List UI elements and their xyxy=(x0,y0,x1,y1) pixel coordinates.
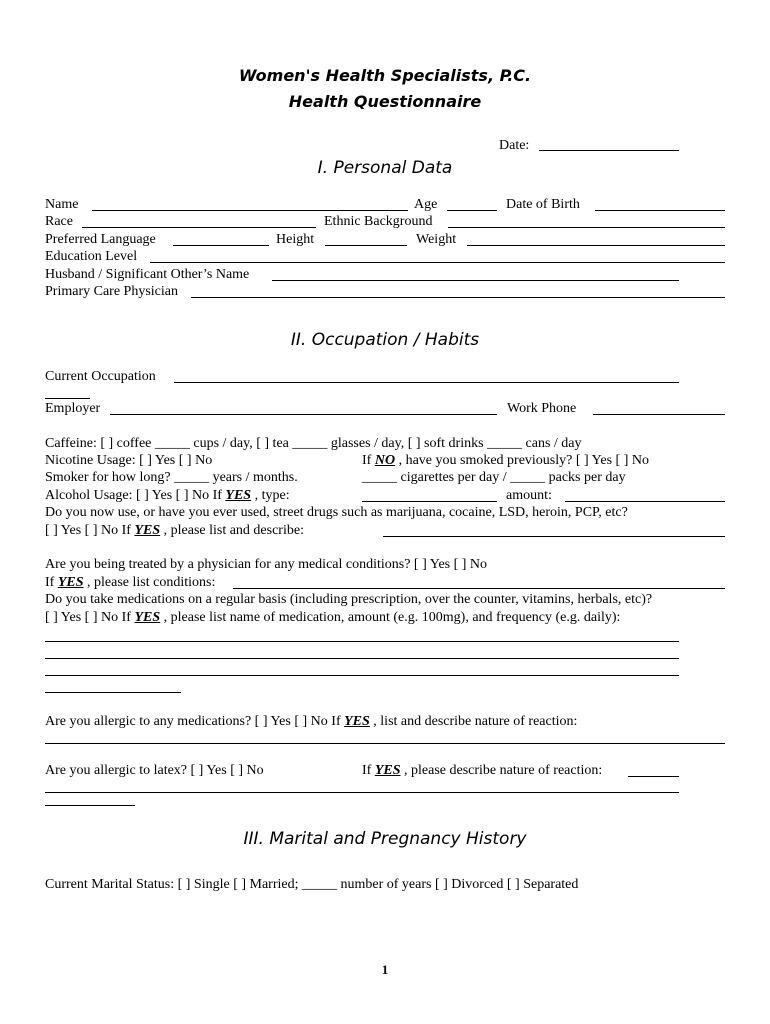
language-field[interactable] xyxy=(173,245,269,246)
form-title: Health Questionnaire xyxy=(288,92,482,111)
yes-emphasis: YES xyxy=(225,488,252,503)
latex-describe-label: , please describe nature of reaction: xyxy=(400,763,603,778)
no-emphasis: NO xyxy=(374,453,396,468)
conditions-label xyxy=(45,575,215,591)
practice-name: Women's Health Specialists, P.C. xyxy=(238,66,532,85)
date-field[interactable] xyxy=(539,150,679,151)
caffeine-line[interactable]: Caffeine: [ ] coffee _____ cups / day, [ ] tea _____ glasses / day, [ ] soft drinks _____ cans / day xyxy=(45,436,582,451)
street-drugs-question: Do you now use, or have you ever used, street drugs such as marijuana, cocaine, LSD, heroin, PCP, etc? xyxy=(45,505,628,520)
language-label: Preferred Language xyxy=(45,232,156,247)
section-marital-pregnancy: III. Marital and Pregnancy History xyxy=(243,829,527,849)
work-phone-label: Work Phone xyxy=(507,401,577,416)
allergy-options: Are you allergic to any medications? [ ] Yes [ ] No If xyxy=(45,714,345,729)
weight-label: Weight xyxy=(416,232,457,247)
yes-emphasis: YES xyxy=(57,575,84,590)
husband-field[interactable] xyxy=(272,280,679,281)
work-phone-field[interactable] xyxy=(593,414,725,415)
smoker-duration[interactable]: Smoker for how long? _____ years / months. xyxy=(45,470,298,485)
latex-allergy-question[interactable]: Are you allergic to latex? [ ] Yes [ ] No xyxy=(45,763,264,778)
employer-field[interactable] xyxy=(110,414,497,415)
if-text: If xyxy=(362,763,375,778)
race-label: Race xyxy=(45,214,73,229)
physician-label: Primary Care Physician xyxy=(45,284,178,299)
alcohol-text: Alcohol Usage: [ ] Yes [ ] No If xyxy=(45,488,226,503)
age-field[interactable] xyxy=(447,210,497,211)
name-label: Name xyxy=(45,197,79,212)
medications-answer[interactable] xyxy=(45,610,620,626)
name-field[interactable] xyxy=(92,210,408,211)
yes-emphasis: YES xyxy=(374,763,401,778)
occupation-field[interactable] xyxy=(174,382,679,383)
section-occupation-habits: II. Occupation / Habits xyxy=(290,330,480,350)
employer-label: Employer xyxy=(45,401,101,416)
nicotine-usage[interactable]: Nicotine Usage: [ ] Yes [ ] No xyxy=(45,453,213,468)
if-text: If xyxy=(362,453,375,468)
dob-field[interactable] xyxy=(595,210,725,211)
drugs-describe-label: , please list and describe: xyxy=(160,523,304,538)
race-field[interactable] xyxy=(82,227,316,228)
conditions-field[interactable] xyxy=(233,588,725,589)
medications-field-1[interactable] xyxy=(45,641,679,642)
drugs-describe-field[interactable] xyxy=(383,536,725,537)
latex-reaction-field[interactable] xyxy=(628,776,679,777)
medications-field-4[interactable] xyxy=(45,692,181,693)
height-field[interactable] xyxy=(325,245,407,246)
yes-emphasis: YES xyxy=(134,610,161,625)
yes-emphasis: YES xyxy=(134,523,161,538)
medications-field-2[interactable] xyxy=(45,658,679,659)
alcohol-type-field[interactable] xyxy=(362,501,497,502)
alcohol-amount-label: amount: xyxy=(506,488,552,503)
previously-smoked-text: , have you smoked previously? [ ] Yes [ ] No xyxy=(395,453,649,468)
page-number: 1 xyxy=(381,962,389,977)
meds-options: [ ] Yes [ ] No If xyxy=(45,610,135,625)
dob-label: Date of Birth xyxy=(506,197,580,212)
smoker-quantity[interactable]: _____ cigarettes per day / _____ packs per day xyxy=(362,470,626,485)
ethnic-field[interactable] xyxy=(448,227,725,228)
occupation-label: Current Occupation xyxy=(45,369,156,384)
occupation-field-continued[interactable] xyxy=(45,398,90,399)
weight-field[interactable] xyxy=(467,245,725,246)
conditions-text: , please list conditions: xyxy=(83,575,216,590)
drug-allergy-field[interactable] xyxy=(45,743,725,744)
drug-allergy-question[interactable] xyxy=(45,714,577,730)
treated-question[interactable]: Are you being treated by a physician for any medical conditions? [ ] Yes [ ] No xyxy=(45,557,488,572)
age-label: Age xyxy=(414,197,438,212)
previously-smoked[interactable] xyxy=(362,453,649,469)
yes-emphasis: YES xyxy=(344,714,370,729)
medications-field-3[interactable] xyxy=(45,675,679,676)
medications-question: Do you take medications on a regular basis (including prescription, over the counter, vitamins, herbals, etc)? xyxy=(45,592,653,607)
alcohol-usage[interactable] xyxy=(45,488,290,504)
latex-reaction-field-3[interactable] xyxy=(45,805,135,806)
height-label: Height xyxy=(276,232,315,247)
marital-status[interactable]: Current Marital Status: [ ] Single [ ] Married; _____ number of years [ ] Divorced [ ] Separated xyxy=(45,877,579,892)
drugs-options: [ ] Yes [ ] No If xyxy=(45,523,135,538)
husband-label: Husband / Significant Other’s Name xyxy=(45,267,250,282)
if-text: If xyxy=(45,575,58,590)
allergy-describe-label: , list and describe nature of reaction: xyxy=(369,714,578,729)
section-personal-data: I. Personal Data xyxy=(317,158,453,178)
education-field[interactable] xyxy=(150,262,725,263)
physician-field[interactable] xyxy=(191,297,725,298)
education-label: Education Level xyxy=(45,249,138,264)
ethnic-label: Ethnic Background xyxy=(324,214,433,229)
meds-describe-label: , please list name of medication, amount (e.g. 100mg), and frequency (e.g. daily): xyxy=(160,610,621,625)
latex-reaction-field-2[interactable] xyxy=(45,792,679,793)
alcohol-type-label: , type: xyxy=(251,488,290,503)
date-label: Date: xyxy=(499,138,530,153)
alcohol-amount-field[interactable] xyxy=(565,501,725,502)
latex-reaction-label xyxy=(362,763,602,779)
street-drugs-answer[interactable] xyxy=(45,523,304,539)
